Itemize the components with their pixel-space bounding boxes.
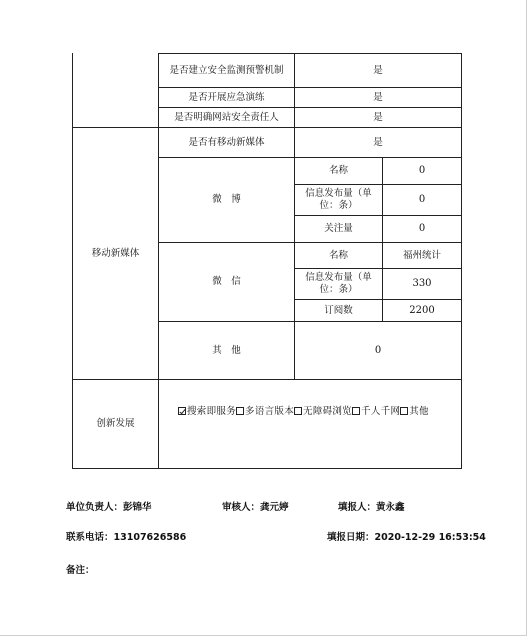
- warning-system-value: 是: [373, 64, 383, 76]
- other-media-value: 0: [374, 344, 382, 356]
- option-accessibility[interactable]: [294, 406, 352, 417]
- wechat-label: 微 信: [212, 276, 241, 287]
- drill-value: 是: [373, 91, 383, 103]
- option-label: 千人千网: [361, 406, 401, 417]
- checkbox-checked-icon[interactable]: [178, 407, 186, 415]
- wechat-posts-label: 信息发布量（单位：条）: [305, 272, 372, 295]
- wechat-name-label: 名称: [328, 249, 348, 261]
- table-border-bottom: [72, 468, 462, 469]
- security-officer-value: 是: [373, 111, 383, 123]
- option-personalized[interactable]: [352, 406, 400, 417]
- remarks: 备注：: [66, 565, 95, 576]
- contact-phone: 联系电话：13107626586: [66, 532, 187, 543]
- fill-date: 填报日期：2020-12-29 16:53:54: [327, 532, 486, 543]
- weibo-followers-value: 0: [418, 223, 426, 234]
- warning-system-label: 是否建立安全监测预警机制: [169, 64, 284, 76]
- checkbox-icon[interactable]: [352, 407, 360, 415]
- has-mobile-value: 是: [373, 136, 383, 148]
- wechat-subscribers-value: 2200: [409, 304, 435, 316]
- wechat-posts-value: 330: [412, 278, 432, 289]
- weibo-name-label: 名称: [328, 165, 348, 176]
- weibo-followers-label: 关注量: [324, 223, 353, 234]
- drill-label: 是否开展应急演练: [188, 91, 265, 103]
- checkbox-icon[interactable]: [236, 407, 244, 415]
- mobile-media-section-label: 移动新媒体: [91, 247, 140, 259]
- option-label: 无障碍浏览: [303, 406, 353, 417]
- has-mobile-label: 是否有移动新媒体: [188, 136, 265, 148]
- unit-head: 单位负责人：彭锦华: [66, 502, 152, 513]
- option-search-as-service[interactable]: [178, 406, 236, 417]
- other-media-label: 其 他: [212, 344, 241, 356]
- innovation-section-label: 创新发展: [96, 418, 135, 429]
- reviewer: 审核人：龚元婷: [222, 502, 289, 513]
- wechat-subscribers-label: 订阅数: [324, 304, 353, 316]
- option-label: 搜索即服务: [187, 406, 237, 417]
- checkbox-icon[interactable]: [294, 407, 302, 415]
- wechat-name-value: 福州统计: [402, 249, 441, 261]
- weibo-label: 微 博: [212, 194, 241, 205]
- innovation-options: [178, 403, 462, 417]
- weibo-posts-label: 信息发布量（单位：条）: [305, 188, 372, 211]
- option-label: 多语言版本: [245, 406, 295, 417]
- security-officer-label: 是否明确网站安全责任人: [174, 111, 279, 123]
- weibo-posts-value: 0: [418, 194, 426, 205]
- filler: 填报人：黄永鑫: [338, 502, 405, 513]
- option-label: 其他: [409, 406, 429, 417]
- checkbox-icon[interactable]: [400, 407, 408, 415]
- option-multilingual[interactable]: [236, 406, 294, 417]
- weibo-name-value: 0: [418, 165, 426, 176]
- option-other[interactable]: [400, 406, 429, 417]
